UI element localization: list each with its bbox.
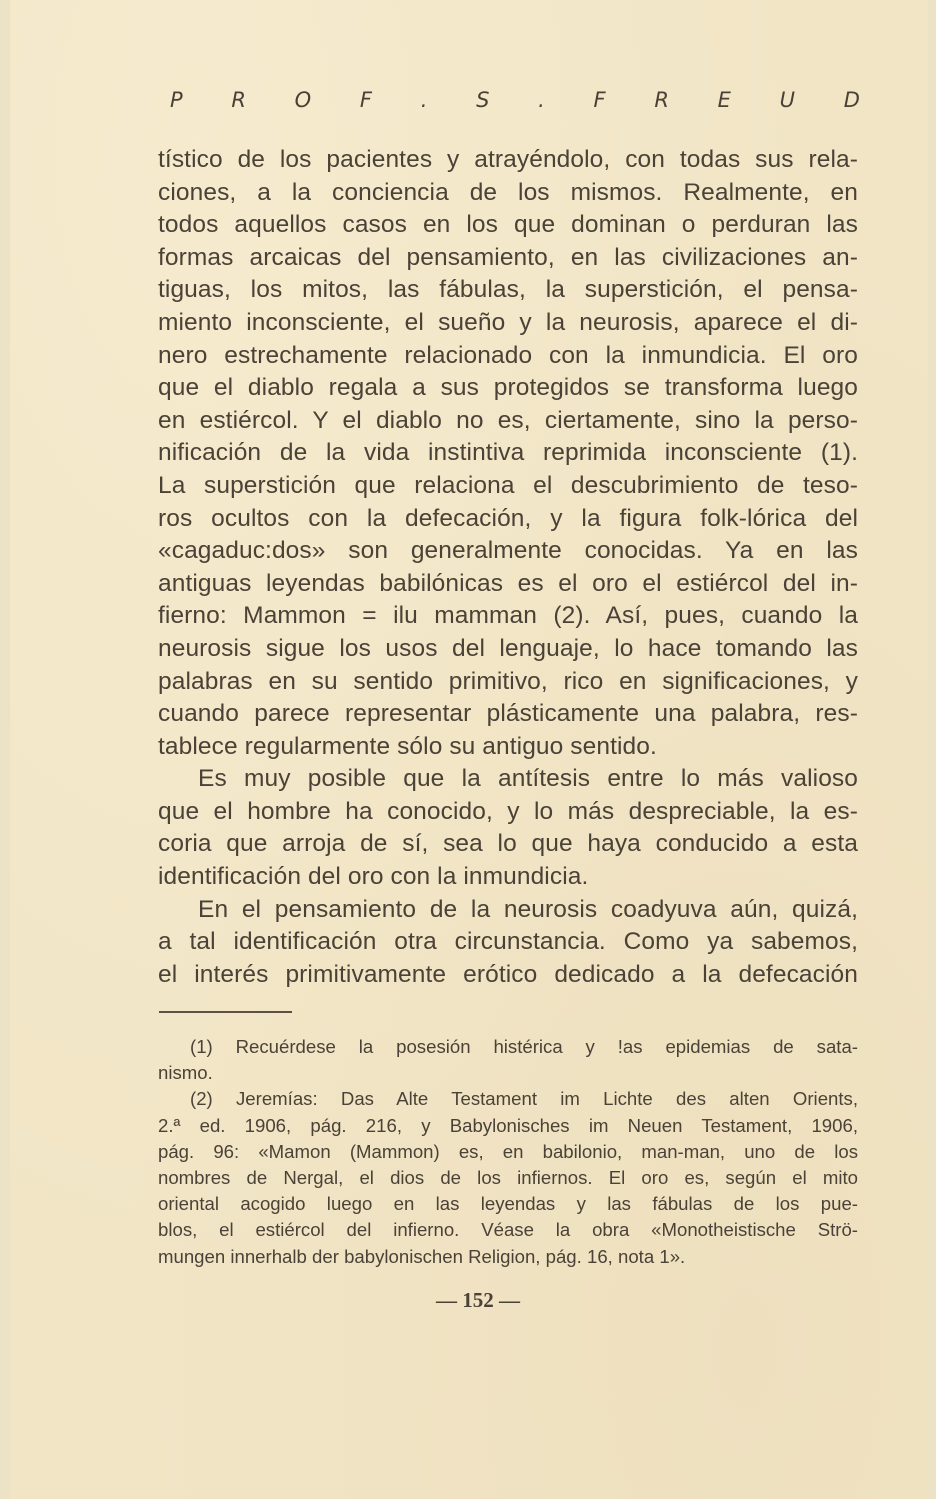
- body-line: tístico de los pacientes y atrayéndolo, con todas sus rela-: [158, 146, 858, 173]
- body-line: el interés primitivamente erótico dedicado a la defecación: [158, 960, 858, 988]
- paragraph-start-line: Es muy posible que la antítesis entre lo más valioso: [198, 765, 858, 793]
- body-line: ros ocultos con la defecación, y la figura folk-lórica del: [158, 504, 858, 532]
- body-line: palabras en su sentido primitivo, rico en significaciones, y: [158, 667, 858, 695]
- body-line: nificación de la vida instintiva reprimida inconsciente (1).: [158, 439, 858, 467]
- footnote-2-line: nombres de Nergal, el dios de los infiernos. El oro es, según el mito: [158, 1167, 858, 1189]
- body-line: «cagaduc:dos» son generalmente conocidas. Ya en las: [158, 537, 858, 565]
- footnote-separator-rule: [159, 1011, 292, 1013]
- body-line: coria que arroja de sí, sea lo que haya conducido a esta: [158, 830, 858, 858]
- book-page: [10, 0, 928, 1499]
- body-line: antiguas leyendas babilónicas es el oro el estiércol del in-: [158, 569, 858, 597]
- running-head-letter: .: [538, 88, 545, 112]
- footnote-2-line: mungen innerhalb der babylonischen Religion, pág. 16, nota 1».: [158, 1245, 686, 1267]
- running-head-letter: R: [231, 88, 246, 112]
- body-text: [158, 144, 858, 991]
- footnotes: [158, 1034, 858, 1270]
- paragraph-start-line: En el pensamiento de la neurosis coadyuva aún, quizá,: [198, 895, 858, 923]
- paragraph-end-line: identificación del oro con la inmundicia.: [158, 863, 589, 891]
- footnote-2-line: (2) Jeremías: Das Alte Testament im Lichte des alten Orients,: [190, 1088, 858, 1110]
- running-head-letter: D: [843, 88, 860, 112]
- running-head-letter: U: [779, 88, 795, 112]
- running-head: [170, 88, 860, 112]
- running-head-letter: R: [654, 88, 669, 112]
- body-line: que el diablo regala a sus protegidos se transforma luego: [158, 374, 858, 402]
- body-line: en estiércol. Y el diablo no es, ciertamente, sino la perso-: [158, 406, 858, 434]
- running-head-letter: O: [294, 88, 312, 112]
- body-line: La superstición que relaciona el descubrimiento de teso-: [158, 471, 858, 499]
- body-line: que el hombre ha conocido, y lo más despreciable, la es-: [158, 797, 858, 825]
- footnote-1-line: (1) Recuérdese la posesión histérica y !as epidemias de sata-: [190, 1036, 858, 1057]
- footnote-2-line: pág. 96: «Mamon (Mammon) es, en babilonio, man-man, uno de los: [158, 1140, 858, 1162]
- footnote-2-line: 2.ª ed. 1906, pág. 216, y Babylonisches im Neuen Testament, 1906,: [158, 1114, 858, 1136]
- body-line: cuando parece representar plásticamente una palabra, res-: [158, 700, 858, 728]
- body-line: nero estrechamente relacionado con la inmundicia. El oro: [158, 341, 858, 369]
- footnote-2-line: blos, el estiércol del infierno. Véase la obra «Monotheistische Strö-: [158, 1219, 858, 1241]
- body-line: fierno: Mammon = ilu mamman (2). Así, pues, cuando la: [158, 602, 858, 630]
- page-number: — 152 —: [436, 1288, 520, 1312]
- running-head-letter: E: [717, 88, 731, 112]
- running-head-letter: F: [593, 88, 606, 112]
- body-line: todos aquellos casos en los que dominan o perduran las: [158, 211, 858, 239]
- running-head-letter: P: [170, 88, 183, 112]
- footnote-1-line: nismo.: [158, 1062, 213, 1084]
- paragraph-end-line: tablece regularmente sólo su antiguo sentido.: [158, 732, 657, 760]
- running-head-letter: F: [359, 88, 372, 112]
- running-head-letter: .: [420, 88, 428, 112]
- running-head-letter: S: [476, 88, 490, 112]
- body-line: tiguas, los mitos, las fábulas, la superstición, el pensa-: [158, 276, 858, 304]
- body-line: ciones, a la conciencia de los mismos. Realmente, en: [158, 178, 858, 206]
- body-line: a tal identificación otra circunstancia. Como ya sabemos,: [158, 928, 858, 956]
- footnote-2-line: oriental acogido luego en las leyendas y las fábulas de los pue-: [158, 1193, 858, 1215]
- body-line: formas arcaicas del pensamiento, en las civilizaciones an-: [158, 243, 858, 271]
- body-line: neurosis sigue los usos del lenguaje, lo hace tomando las: [158, 634, 858, 662]
- body-line: miento inconsciente, el sueño y la neurosis, aparece el di-: [158, 308, 858, 336]
